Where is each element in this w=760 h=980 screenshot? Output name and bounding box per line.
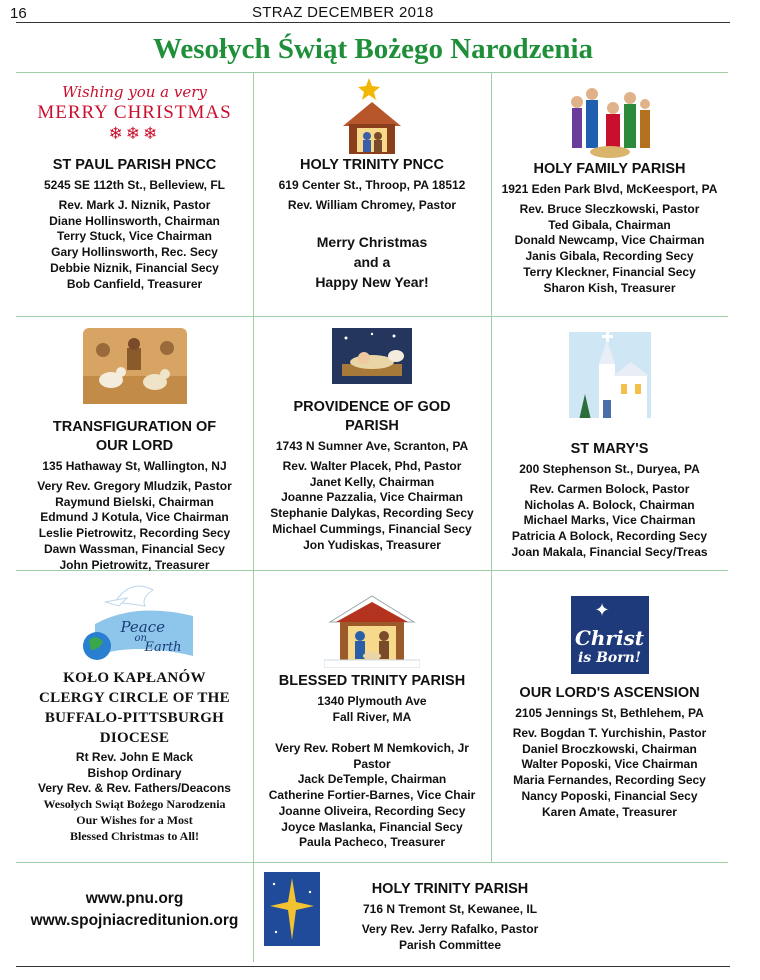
wishing-script-text: Wishing you a very	[62, 83, 207, 101]
officer-list	[491, 482, 728, 561]
merry-christmas-card	[16, 82, 253, 156]
on-text: on	[134, 633, 147, 644]
listing-blessed-trinity	[253, 592, 491, 851]
officer-line: Walter Poposki, Vice Chairman	[521, 757, 698, 772]
officer-line: Catherine Fortier-Barnes, Vice Chair	[268, 788, 476, 803]
top-rule	[16, 22, 730, 23]
listing-st-paul	[16, 80, 253, 292]
running-head: STRAZ DECEMBER 2018	[252, 4, 434, 21]
listing-holy-trinity-throop	[253, 78, 491, 292]
officer-list	[491, 202, 728, 296]
officer-list	[296, 922, 604, 953]
message-line: and a	[353, 253, 391, 270]
parish-name: ST PAUL PARISH PNCC	[52, 157, 217, 173]
nativity-hut-icon	[324, 592, 420, 668]
officer-line: Donald Newcamp, Vice Chairman	[514, 233, 705, 248]
manger-animals-icon	[83, 328, 187, 404]
listing-holy-family	[491, 80, 728, 296]
listing-our-lords-ascension	[491, 596, 728, 820]
parish-name: ST MARY'S	[570, 441, 649, 457]
baby-in-manger-icon	[332, 328, 412, 384]
officer-line: Jon Yudiskas, Treasurer	[303, 537, 441, 552]
parish-address: 5245 SE 112th St., Belleview, FL	[44, 178, 225, 192]
officer-line: Nancy Poposki, Financial Secy	[521, 788, 698, 803]
officer-line: Jack DeTemple, Chairman	[297, 772, 447, 787]
officer-line: Raymund Bielski, Chairman	[55, 494, 214, 509]
officer-line: Debbie Niznik, Financial Secy	[50, 260, 219, 275]
parish-name: HOLY FAMILY PARISH	[533, 161, 686, 177]
officer-list	[16, 198, 253, 292]
message-line: Happy New Year!	[315, 273, 429, 290]
parish-name-line: PROVIDENCE OF GOD	[293, 399, 451, 415]
officer-line: Michael Marks, Vice Chairman	[523, 513, 696, 528]
grid-rule-top	[16, 72, 728, 73]
officer-line: Patricia A Bolock, Recording Secy	[511, 529, 708, 544]
is-born-text: is Born!	[578, 650, 641, 666]
holiday-message	[253, 232, 491, 292]
page-headline: Wesołych Świąt Bożego Narodzenia	[152, 33, 594, 65]
officer-line: Sharon Kish, Treasurer	[543, 280, 676, 295]
officer-line: Maria Fernandes, Recording Secy	[513, 773, 706, 788]
grid-rule-row2	[16, 316, 728, 317]
officer-line: Terry Stuck, Vice Chairman	[57, 229, 212, 244]
peace-on-earth-logo	[75, 576, 195, 664]
parish-name	[257, 398, 487, 436]
officer-list	[16, 479, 253, 573]
message-line: Wesołych Swiąt Bożego Narodzenia	[43, 797, 226, 812]
listing-transfiguration	[16, 328, 253, 573]
officer-list	[253, 741, 491, 851]
officer-line: Bishop Ordinary	[87, 765, 182, 780]
officer-line: Rt Rev. John E Mack	[75, 750, 194, 764]
pnu-website-link[interactable]: www.pnu.org	[85, 890, 184, 907]
parish-name: BLESSED TRINITY PARISH	[278, 673, 466, 689]
officer-line: Leslie Pietrowitz, Recording Secy	[38, 526, 231, 541]
officer-line: Stephanie Dalykas, Recording Secy	[270, 506, 474, 521]
officer-line: Rev. Bogdan T. Yurchishin, Pastor	[512, 726, 707, 740]
organization-name-line: CLERGY CIRCLE OF THE	[39, 690, 230, 706]
listing-clergy-circle	[16, 576, 253, 844]
officer-line: Very Rev. & Rev. Fathers/Deacons	[38, 781, 231, 796]
officer-line: Nicholas A. Bolock, Chairman	[524, 497, 695, 512]
officer-line: Rev. Mark J. Niznik, Pastor	[58, 198, 211, 212]
listing-providence-of-god	[253, 328, 491, 553]
organization-name-line: KOŁO KAPŁANÓW	[63, 670, 206, 686]
christ-text: Christ	[574, 626, 645, 650]
officer-line: Joanne Pazzalia, Vice Chairman	[281, 490, 463, 505]
grid-rule-row4	[16, 862, 728, 863]
star-icon: ✦	[594, 600, 610, 620]
message-line: Blessed Christmas to All!	[70, 828, 199, 843]
parish-name: HOLY TRINITY PARISH	[371, 881, 529, 897]
officer-line: Michael Cummings, Financial Secy	[272, 521, 472, 536]
organization-name	[20, 668, 249, 748]
parish-address: 619 Center St., Throop, PA 18512	[278, 178, 466, 192]
officer-list	[253, 459, 491, 553]
footer-websites	[16, 888, 253, 932]
christ-is-born-card	[571, 596, 649, 674]
officer-line: Paula Pacheco, Treasurer	[298, 835, 446, 850]
officer-line: Rev. Bruce Sleczkowski, Pastor	[519, 202, 700, 216]
officer-line: Terry Kleckner, Financial Secy	[523, 264, 696, 279]
officer-line: Dawn Wassman, Financial Secy	[44, 541, 225, 556]
officer-line: Janet Kelly, Chairman	[309, 474, 435, 489]
nativity-stable-icon	[337, 78, 407, 156]
page-number: 16	[10, 5, 27, 22]
officer-list	[16, 750, 253, 844]
nativity-scene-icon	[562, 80, 658, 160]
officer-line: Gary Hollinsworth, Rec. Secy	[51, 245, 218, 260]
bottom-rule	[16, 966, 730, 967]
officer-line: Daniel Broczkowski, Chairman	[522, 741, 697, 756]
address-line: Fall River, MA	[332, 710, 412, 724]
officer-line: Diane Hollinsworth, Chairman	[49, 213, 220, 228]
officer-line: Very Rev. Jerry Rafalko, Pastor	[361, 922, 539, 936]
address-line: 1340 Plymouth Ave	[317, 694, 427, 708]
peace-text: Peace	[120, 618, 166, 636]
parish-address	[253, 693, 491, 725]
parish-address: 1743 N Sumner Ave, Scranton, PA	[275, 439, 469, 453]
earth-text: Earth	[144, 640, 182, 655]
officer-line: Rev. Carmen Bolock, Pastor	[529, 482, 690, 496]
officer-list	[491, 726, 728, 820]
snowy-church-icon	[569, 332, 651, 432]
credit-union-website-link[interactable]: www.spojniacreditunion.org	[30, 912, 239, 929]
organization-name-line: BUFFALO-PITTSBURGH	[44, 710, 225, 726]
message-line: Our Wishes for a Most	[76, 812, 193, 827]
snowflake-icon: ❄❄❄	[108, 124, 161, 143]
merry-christmas-text: MERRY CHRISTMAS	[37, 102, 232, 123]
parish-address: 135 Hathaway St, Wallington, NJ	[42, 459, 227, 473]
officer-line: Rev. Walter Placek, Phd, Pastor	[282, 459, 462, 473]
officer-line: Edmund J Kotula, Vice Chairman	[40, 510, 229, 525]
parish-address: 1921 Eden Park Blvd, McKeesport, PA	[501, 182, 718, 196]
parish-address: 200 Stephenson St., Duryea, PA	[519, 462, 700, 476]
officer-line: John Pietrowitz, Treasurer	[59, 557, 210, 572]
officer-list	[253, 198, 491, 214]
officer-line: Joan Makala, Financial Secy/Treas	[511, 544, 708, 559]
parish-name-line: OUR LORD	[95, 438, 174, 454]
officer-line: Karen Amate, Treasurer	[542, 804, 677, 819]
officer-line: Parish Committee	[398, 937, 502, 952]
officer-line: Janis Gibala, Recording Secy	[525, 249, 694, 264]
officer-line: Rev. William Chromey, Pastor	[287, 198, 457, 212]
parish-address: 2105 Jennings St, Bethlehem, PA	[515, 706, 704, 720]
parish-name: HOLY TRINITY PNCC	[300, 157, 444, 173]
officer-line: Joyce Maslanka, Financial Secy	[281, 819, 463, 834]
officer-line: Very Rev. Robert M Nemkovich, Jr	[275, 741, 469, 755]
parish-address: 716 N Tremont St, Kewanee, IL	[362, 902, 538, 916]
officer-line: Ted Gibala, Chairman	[548, 217, 671, 232]
parish-name	[20, 418, 249, 456]
parish-name-line: TRANSFIGURATION OF	[52, 419, 217, 435]
officer-line: Pastor	[353, 756, 391, 771]
officer-line: Joanne Oliveira, Recording Secy	[278, 803, 466, 818]
officer-line: Bob Canfield, Treasurer	[66, 276, 203, 291]
message-line: Merry Christmas	[316, 233, 428, 250]
greetings-grid	[16, 72, 728, 962]
officer-line: Very Rev. Gregory Mludzik, Pastor	[37, 479, 232, 493]
organization-name-line: DIOCESE	[99, 730, 170, 746]
listing-st-marys	[491, 332, 728, 561]
parish-name-line: PARISH	[345, 418, 399, 434]
footer-divider	[253, 862, 254, 962]
listing-holy-trinity-kewanee	[296, 880, 604, 953]
parish-name: OUR LORD'S ASCENSION	[519, 685, 700, 701]
